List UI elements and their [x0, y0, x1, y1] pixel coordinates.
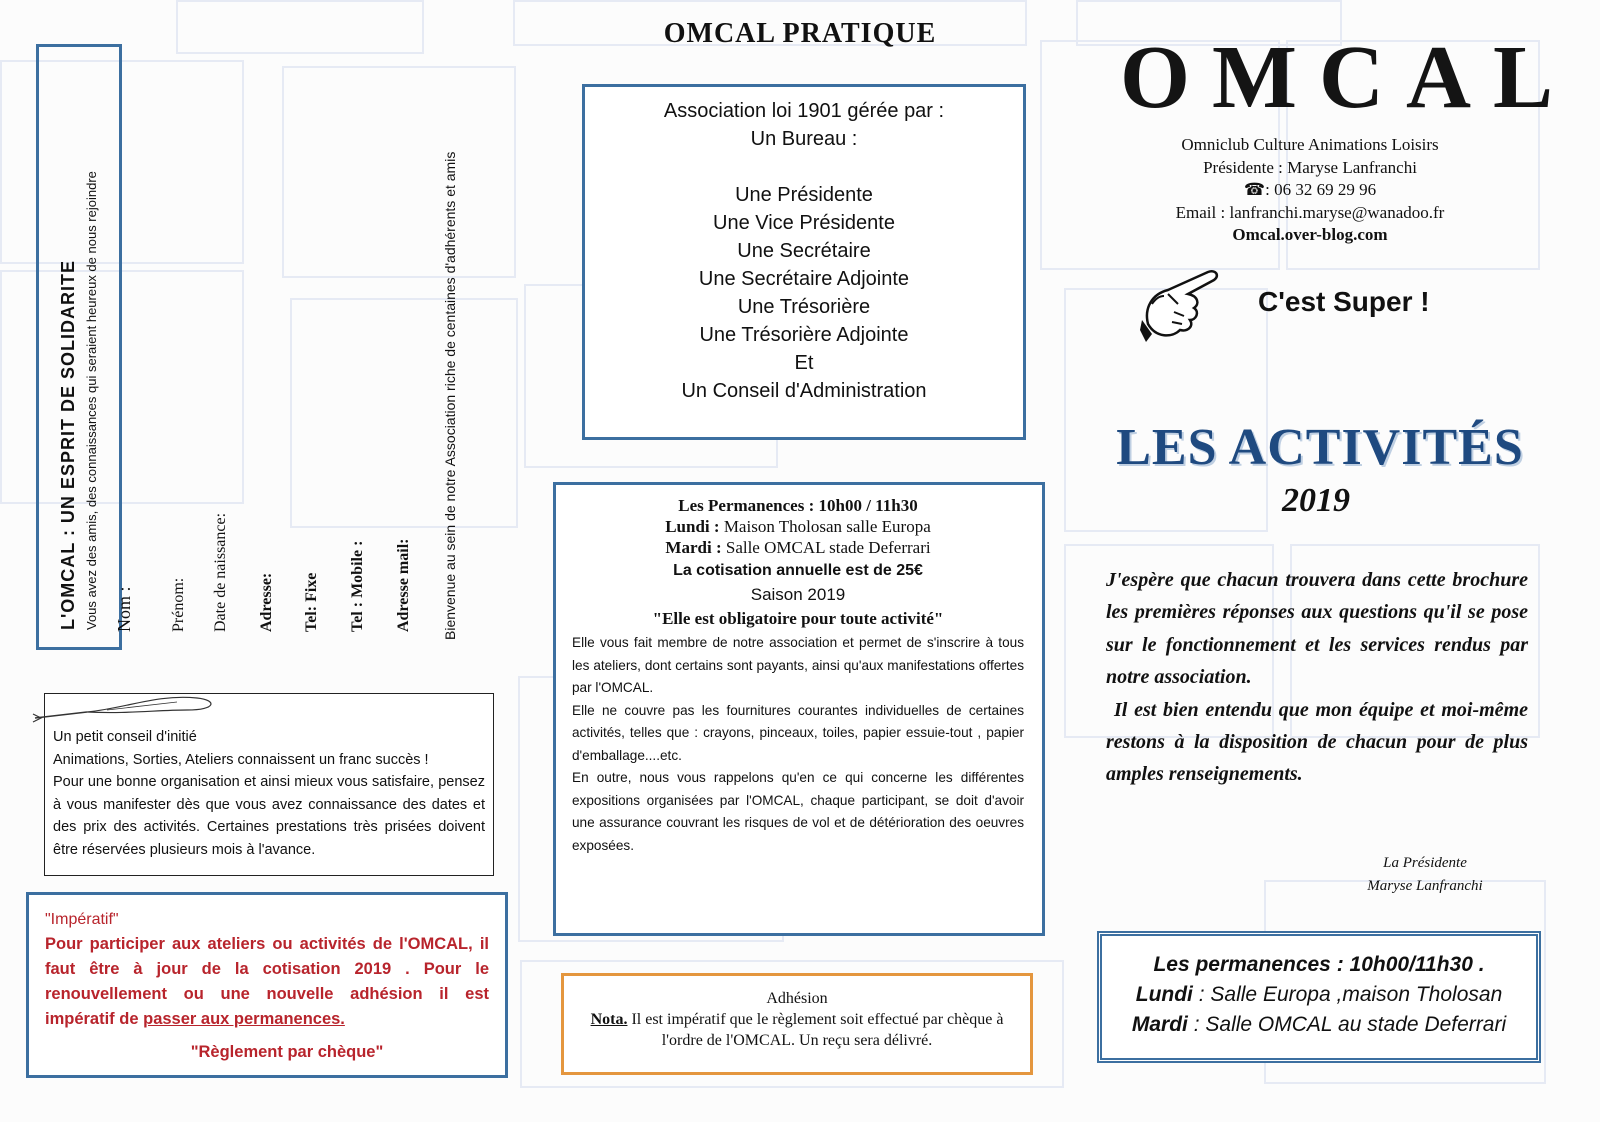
- perm-paragraph: En outre, nous vous rappelons qu'en ce qui concerne les différentes expositions organisées par l'OMCAL, chaque participant, se doit d'avoir une assurance couvrant les risques de vol et de détérioration des oeuvres exposées.: [572, 770, 1024, 853]
- ghost-frame: [282, 66, 516, 278]
- assoc-line: Une Vice Présidente: [713, 212, 895, 234]
- assoc-line: Une Présidente: [735, 184, 873, 206]
- email: Email : lanfranchi.maryse@wanadoo.fr: [1175, 202, 1445, 222]
- imperatif-title: "Impératif": [45, 911, 119, 928]
- tip-line-2: Pour une bonne organisation et ainsi mieux vous satisfaire, pensez à vous manifester dès que vous avez connaissance des dates et des prix des activités. Certaines prestations très prisées doivent être réservées plusieurs mois à l'avance.: [53, 774, 485, 858]
- assoc-line: Une Secrétaire: [737, 240, 871, 262]
- feather-pen-icon: [27, 684, 227, 724]
- perm-paragraph: Elle vous fait membre de notre association et permet de s'inscrire à tous les ateliers, dont certains sont payants, ainsi qu'aux manifestations offertes par l'OMCAL.: [572, 635, 1024, 695]
- ghost-frame: [290, 298, 518, 528]
- nota-label: Nota.: [590, 1011, 628, 1028]
- obligatoire: "Elle est obligatoire pour toute activité": [652, 609, 944, 628]
- solidarity-box: [36, 44, 122, 650]
- club-subtitle: Omniclub Culture Animations Loisirs: [1181, 135, 1439, 154]
- form-field-date-naissance: Date de naissance:: [212, 512, 229, 632]
- perm-summary-title: Les permanences : 10h00/11h30 .: [1153, 953, 1485, 976]
- tip-title: Un petit conseil d'initié: [53, 729, 197, 745]
- page-title: OMCAL PRATIQUE: [663, 18, 937, 49]
- adhesion-box: [561, 973, 1033, 1075]
- perm-mardi: Salle OMCAL stade Deferrari: [721, 538, 931, 557]
- perm-mardi-label: Mardi :: [665, 538, 722, 557]
- signature-name: Maryse Lanfranchi: [1367, 878, 1483, 894]
- perm-lundi-label: Lundi :: [665, 517, 720, 536]
- form-field-tel-mobile: Tel : Mobile :: [349, 540, 366, 632]
- welcome-text: Bienvenue au sein de notre Association riche de centaines d'adhérents et amis: [442, 151, 458, 640]
- perm-summary-mardi: : Salle OMCAL au stade Deferrari: [1187, 1013, 1507, 1036]
- assoc-line: Et: [794, 352, 814, 374]
- omcal-logo: OMCAL: [1120, 28, 1575, 127]
- intro-text: [1106, 564, 1528, 791]
- phone-number: : 06 32 69 29 96: [1265, 180, 1377, 199]
- perm-summary-lundi-label: Lundi: [1135, 983, 1193, 1006]
- tip-line-1: Animations, Sorties, Ateliers connaissent un franc succès !: [53, 751, 429, 768]
- intro-paragraph-2: Il est bien entendu que mon équipe et moi-même restons à la disposition de chacun pour de plus amples renseignements.: [1106, 698, 1528, 786]
- ghost-frame: [176, 0, 424, 54]
- intro-paragraph-1: J'espère que chacun trouvera dans cette brochure les premières réponses aux questions qu'il se pose sur le fonctionnement et les services rendus par notre association.: [1106, 569, 1528, 689]
- form-field-tel-fixe: Tel: Fixe: [303, 572, 320, 632]
- assoc-line: Un Bureau :: [750, 128, 858, 150]
- form-field-prenom: Prénom:: [170, 577, 187, 632]
- perm-lundi: Maison Tholosan salle Europa: [719, 517, 931, 536]
- super-text: C'est Super !: [1258, 286, 1430, 317]
- association-box: [582, 84, 1026, 440]
- activities-year: 2019: [1282, 482, 1350, 519]
- presidente: Présidente : Maryse Lanfranchi: [1203, 157, 1417, 177]
- perm-summary-mardi-label: Mardi: [1131, 1013, 1188, 1036]
- phone-icon: ☎: [1243, 180, 1266, 199]
- assoc-line: Association loi 1901 gérée par :: [663, 100, 945, 122]
- assoc-spacer: [585, 153, 1023, 181]
- pointing-hand-icon: [1138, 264, 1224, 346]
- signature: [1320, 852, 1530, 898]
- activities-title: LES ACTIVITÉS: [1116, 419, 1524, 476]
- form-field-adresse: Adresse:: [258, 572, 275, 632]
- perm-summary-lundi: : Salle Europa ,maison Tholosan: [1192, 983, 1503, 1006]
- permanences-box: [553, 482, 1045, 936]
- blog-link: Omcal.over-blog.com: [1232, 225, 1388, 244]
- permanences-summary-box: [1097, 931, 1541, 1063]
- imperatif-box: [26, 892, 508, 1078]
- assoc-line: Une Secrétaire Adjointe: [698, 268, 910, 290]
- assoc-line: Une Trésorière Adjointe: [699, 324, 909, 346]
- signature-title: La Présidente: [1383, 855, 1467, 871]
- adhesion-title: Adhésion: [766, 990, 828, 1007]
- form-field-email: Adresse mail:: [395, 538, 412, 632]
- imperatif-footer: "Règlement par chèque": [190, 1043, 384, 1061]
- cotisation: La cotisation annuelle est de 25€: [673, 562, 923, 579]
- assoc-line: Un Conseil d'Administration: [681, 380, 927, 402]
- tip-box: [44, 693, 494, 876]
- perm-title: Les Permanences : 10h00 / 11h30: [678, 496, 918, 515]
- solidarity-text: Vous avez des amis, des connaissances qui seraient heureux de nous rejoindre: [84, 171, 99, 630]
- perm-paragraph: Elle ne couvre pas les fournitures courantes individuelles de certaines activités, telles que : crayons, pinceaux, toiles, papier essuie-tout , papier d'emballage....etc.: [572, 702, 1024, 763]
- assoc-line: Une Trésorière: [737, 296, 871, 318]
- solidarity-title: L'OMCAL : UN ESPRIT DE SOLIDARITE: [58, 260, 78, 630]
- saison: Saison 2019: [750, 585, 846, 604]
- club-info: [1140, 134, 1480, 247]
- nota-text: Il est impératif que le règlement soit effectué par chèque à l'ordre de l'OMCAL. Un reçu sera délivré.: [627, 1011, 1004, 1049]
- imperatif-link: passer aux permanences.: [143, 1010, 345, 1028]
- form-field-nom: Nom :: [114, 586, 134, 632]
- imperatif-text: Pour participer aux ateliers ou activités de l'OMCAL, il faut être à jour de la cotisation 2019 . Pour le renouvellement ou une nouvelle adhésion il est impératif de: [45, 935, 489, 1028]
